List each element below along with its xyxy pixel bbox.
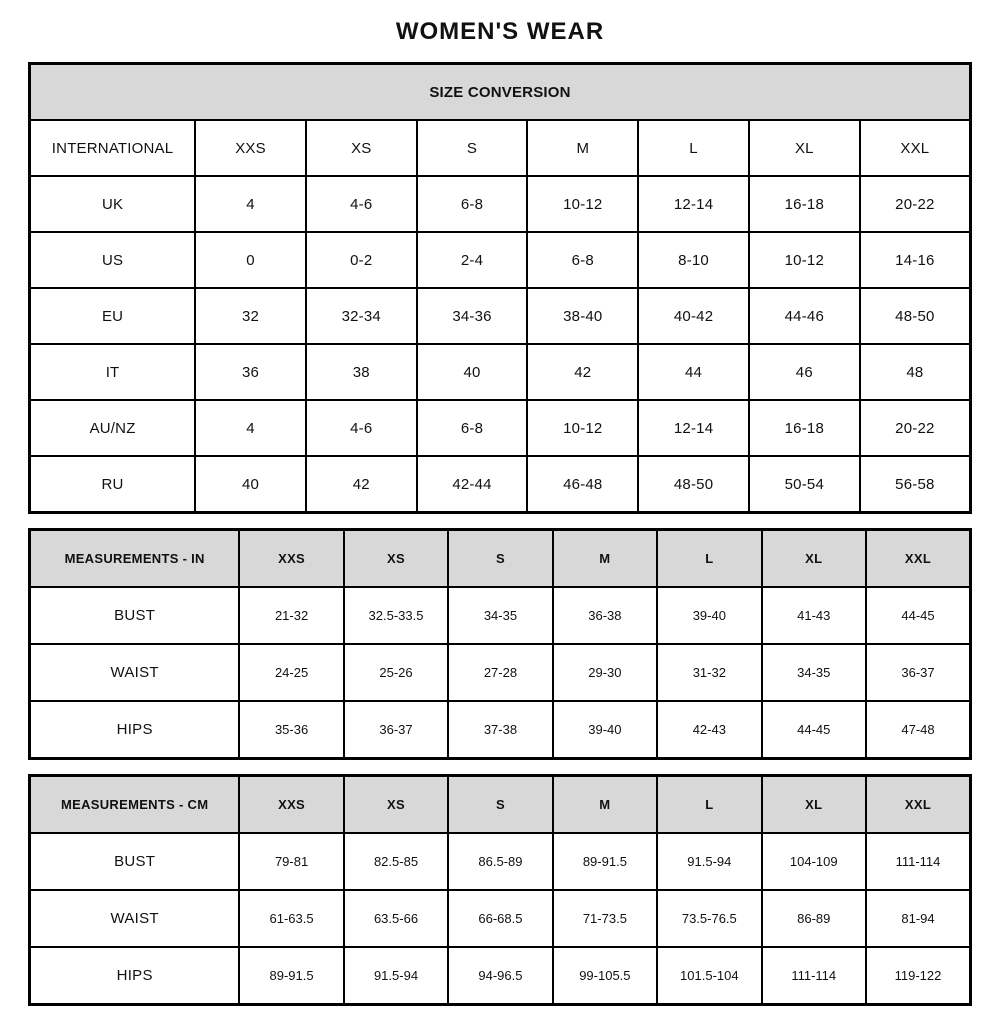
- size-cell: 4-6: [306, 400, 417, 456]
- table-row: [30, 176, 971, 232]
- measurement-cell: 99-105.5: [553, 947, 657, 1005]
- size-cell: 38: [306, 344, 417, 400]
- column-header: M: [527, 120, 638, 176]
- size-cell: 44-46: [749, 288, 860, 344]
- size-cell: 0-2: [306, 232, 417, 288]
- size-cell: 16-18: [749, 176, 860, 232]
- measurement-cell: 86.5-89: [448, 833, 552, 890]
- column-header: L: [657, 776, 761, 834]
- measurement-cell: 32.5-33.5: [344, 587, 448, 644]
- measurement-cell: 44-45: [866, 587, 971, 644]
- table-row: [30, 288, 971, 344]
- measurement-cell: 79-81: [239, 833, 343, 890]
- row-label: IT: [30, 344, 196, 400]
- size-cell: 48-50: [638, 456, 749, 513]
- measurement-cell: 66-68.5: [448, 890, 552, 947]
- size-cell: 10-12: [527, 400, 638, 456]
- table-row: [30, 890, 971, 947]
- measurement-cell: 86-89: [762, 890, 866, 947]
- column-header: L: [638, 120, 749, 176]
- size-cell: 8-10: [638, 232, 749, 288]
- measurement-cell: 61-63.5: [239, 890, 343, 947]
- size-cell: 4: [195, 400, 306, 456]
- table-row: [30, 701, 971, 759]
- row-label: RU: [30, 456, 196, 513]
- size-cell: 14-16: [860, 232, 971, 288]
- measurement-cell: 24-25: [239, 644, 343, 701]
- measurement-cell: 41-43: [762, 587, 866, 644]
- size-cell: 6-8: [417, 400, 528, 456]
- measurement-cell: 34-35: [448, 587, 552, 644]
- measurement-cell: 91.5-94: [344, 947, 448, 1005]
- measurement-cell: 89-91.5: [239, 947, 343, 1005]
- size-cell: 46: [749, 344, 860, 400]
- size-cell: 4: [195, 176, 306, 232]
- row-label: HIPS: [30, 701, 240, 759]
- measurement-cell: 111-114: [866, 833, 971, 890]
- row-label: WAIST: [30, 890, 240, 947]
- size-cell: 46-48: [527, 456, 638, 513]
- measurement-cell: 39-40: [553, 701, 657, 759]
- measurement-cell: 44-45: [762, 701, 866, 759]
- size-cell: 44: [638, 344, 749, 400]
- measurement-cell: 47-48: [866, 701, 971, 759]
- table-row: [30, 456, 971, 513]
- row-label: HIPS: [30, 947, 240, 1005]
- row-label: US: [30, 232, 196, 288]
- size-cell: 50-54: [749, 456, 860, 513]
- size-cell: 10-12: [527, 176, 638, 232]
- size-cell: 40: [417, 344, 528, 400]
- measurement-cell: 29-30: [553, 644, 657, 701]
- measurement-cell: 21-32: [239, 587, 343, 644]
- table-title-row: [30, 64, 971, 121]
- size-cell: 48: [860, 344, 971, 400]
- column-header: XXS: [239, 530, 343, 588]
- measurement-cell: 73.5-76.5: [657, 890, 761, 947]
- measurement-cell: 82.5-85: [344, 833, 448, 890]
- column-header: XS: [344, 776, 448, 834]
- size-cell: 6-8: [417, 176, 528, 232]
- table-row: [30, 947, 971, 1005]
- measurement-cell: 36-37: [866, 644, 971, 701]
- size-cell: 2-4: [417, 232, 528, 288]
- size-cell: 42: [306, 456, 417, 513]
- size-cell: 40-42: [638, 288, 749, 344]
- size-cell: 0: [195, 232, 306, 288]
- measurement-cell: 111-114: [762, 947, 866, 1005]
- row-label: BUST: [30, 833, 240, 890]
- row-label: WAIST: [30, 644, 240, 701]
- column-header: MEASUREMENTS - CM: [30, 776, 240, 834]
- column-header-row: [30, 120, 971, 176]
- size-cell: 56-58: [860, 456, 971, 513]
- column-header: S: [417, 120, 528, 176]
- column-header: M: [553, 530, 657, 588]
- size-cell: 12-14: [638, 176, 749, 232]
- column-header: MEASUREMENTS - IN: [30, 530, 240, 588]
- measurement-cell: 42-43: [657, 701, 761, 759]
- size-cell: 40: [195, 456, 306, 513]
- measurement-cell: 91.5-94: [657, 833, 761, 890]
- row-label: EU: [30, 288, 196, 344]
- size-cell: 20-22: [860, 176, 971, 232]
- measurement-cell: 31-32: [657, 644, 761, 701]
- table-row: [30, 344, 971, 400]
- table-row: [30, 232, 971, 288]
- measurement-cell: 39-40: [657, 587, 761, 644]
- measurements-cm-table: [28, 774, 972, 1006]
- column-header: XS: [306, 120, 417, 176]
- size-cell: 38-40: [527, 288, 638, 344]
- column-header: XXL: [866, 530, 971, 588]
- measurement-cell: 25-26: [344, 644, 448, 701]
- column-header-row: [30, 776, 971, 834]
- size-cell: 16-18: [749, 400, 860, 456]
- column-header: XL: [762, 530, 866, 588]
- column-header: S: [448, 776, 552, 834]
- column-header: XXL: [866, 776, 971, 834]
- measurement-cell: 37-38: [448, 701, 552, 759]
- measurement-cell: 81-94: [866, 890, 971, 947]
- size-cell: 20-22: [860, 400, 971, 456]
- column-header: XXL: [860, 120, 971, 176]
- row-label: AU/NZ: [30, 400, 196, 456]
- measurement-cell: 94-96.5: [448, 947, 552, 1005]
- column-header: XL: [749, 120, 860, 176]
- column-header-row: [30, 530, 971, 588]
- size-cell: 36: [195, 344, 306, 400]
- column-header: L: [657, 530, 761, 588]
- column-header: XXS: [239, 776, 343, 834]
- measurement-cell: 34-35: [762, 644, 866, 701]
- column-header: XXS: [195, 120, 306, 176]
- size-cell: 42-44: [417, 456, 528, 513]
- measurements-in-table: [28, 528, 972, 760]
- table-row: [30, 644, 971, 701]
- measurement-cell: 89-91.5: [553, 833, 657, 890]
- column-header: XL: [762, 776, 866, 834]
- size-cell: 10-12: [749, 232, 860, 288]
- size-cell: 34-36: [417, 288, 528, 344]
- measurement-cell: 36-37: [344, 701, 448, 759]
- size-cell: 12-14: [638, 400, 749, 456]
- size-cell: 48-50: [860, 288, 971, 344]
- table-row: [30, 833, 971, 890]
- measurement-cell: 71-73.5: [553, 890, 657, 947]
- measurement-cell: 104-109: [762, 833, 866, 890]
- size-cell: 32-34: [306, 288, 417, 344]
- row-label: BUST: [30, 587, 240, 644]
- column-header: M: [553, 776, 657, 834]
- table-title: SIZE CONVERSION: [30, 64, 971, 121]
- row-label: UK: [30, 176, 196, 232]
- size-cell: 6-8: [527, 232, 638, 288]
- measurement-cell: 27-28: [448, 644, 552, 701]
- measurement-cell: 36-38: [553, 587, 657, 644]
- column-header: INTERNATIONAL: [30, 120, 196, 176]
- page-title: WOMEN'S WEAR: [395, 18, 605, 45]
- measurement-cell: 101.5-104: [657, 947, 761, 1005]
- measurement-cell: 63.5-66: [344, 890, 448, 947]
- size-cell: 42: [527, 344, 638, 400]
- size-cell: 32: [195, 288, 306, 344]
- measurement-cell: 35-36: [239, 701, 343, 759]
- size-conversion-table: [28, 62, 972, 514]
- measurement-cell: 119-122: [866, 947, 971, 1005]
- column-header: S: [448, 530, 552, 588]
- size-cell: 4-6: [306, 176, 417, 232]
- table-row: [30, 400, 971, 456]
- column-header: XS: [344, 530, 448, 588]
- table-row: [30, 587, 971, 644]
